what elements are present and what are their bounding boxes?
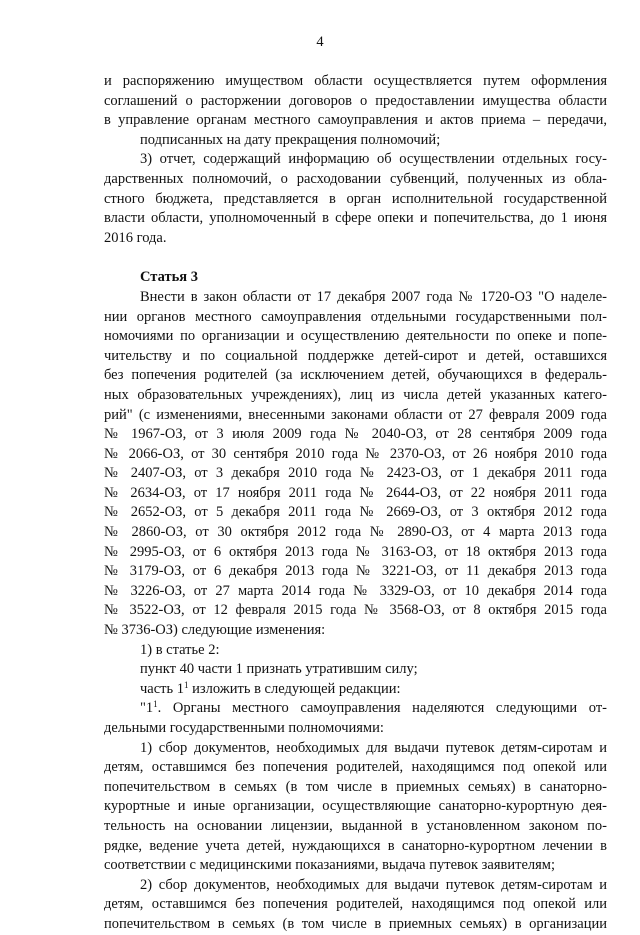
text-line: детям, оставшимся без попечения родителей, находящимся под опекой или bbox=[104, 759, 607, 776]
text-line: курортные и иные организации, осуществляющие санаторно-курортную дея- bbox=[104, 798, 607, 815]
text-line: № 2860-ОЗ, от 30 октября 2012 года № 2890-ОЗ, от 4 марта 2013 года bbox=[104, 524, 607, 541]
list-item: 1) в статье 2: bbox=[140, 641, 220, 658]
list-item bbox=[104, 680, 607, 700]
text-line: рядке, ведение учета детей, нуждающихся в санаторно-курортном лечении в bbox=[104, 837, 607, 854]
document-body bbox=[104, 72, 607, 935]
text-line: дарственных полномочий, о расходовании субвенций, полученных из обла- bbox=[104, 170, 607, 187]
text-line: № 3179-ОЗ, от 6 декабря 2013 года № 3221-ОЗ, от 11 декабря 2013 года bbox=[104, 563, 607, 580]
text-line: 2) сбор документов, необходимых для выдачи путевок детям-сиротам и bbox=[140, 876, 607, 893]
text-line: попечительством в семьях (в том числе в приемных семьях) в организации bbox=[104, 915, 607, 932]
text-line: № 3736-ОЗ) следующие изменения: bbox=[104, 622, 326, 639]
text-line: рий" (с изменениями, внесенными законами области от 27 февраля 2009 года bbox=[104, 406, 607, 423]
text-line: № 3522-ОЗ, от 12 февраля 2015 года № 3568-ОЗ, от 8 октября 2015 года bbox=[104, 602, 607, 619]
article-heading: Статья 3 bbox=[140, 269, 198, 286]
page-number: 4 bbox=[316, 34, 324, 50]
text-line: без попечения родителей (за исключением детей, обучающихся в федераль- bbox=[104, 367, 607, 384]
quote-line bbox=[104, 699, 607, 719]
text-fragment: часть 1 bbox=[140, 680, 184, 697]
text-line: Внести в закон области от 17 декабря 2007 года № 1720-ОЗ "О наделе- bbox=[140, 288, 607, 305]
quote-line: дельными государственными полномочиями: bbox=[104, 720, 384, 736]
text-line: номочиями по организации и осуществлению деятельности по опеке и попе- bbox=[104, 328, 607, 345]
text-line: стного бюджета, представляется в орган исполнительной государственной bbox=[104, 190, 607, 207]
text-line: власти области, уполномоченный в сфере опеки и попечительства, до 1 июня bbox=[104, 210, 607, 227]
text-line: № 2066-ОЗ, от 30 сентября 2010 года № 2370-ОЗ, от 26 ноября 2010 года bbox=[104, 445, 607, 462]
text-line: 1) сбор документов, необходимых для выдачи путевок детям-сиротам и bbox=[140, 739, 607, 756]
text-line: детям, оставшимся без попечения родителей, находящимся под опекой или bbox=[104, 896, 607, 913]
text-line: 2016 года. bbox=[104, 229, 167, 246]
text-line: подписанных на дату прекращения полномочий; bbox=[140, 131, 441, 148]
text-line: нии органов местного самоуправления отдельными государственными пол- bbox=[104, 308, 607, 325]
text-line: чительству и по социальной поддержке детей-сирот и детей, оставшихся bbox=[104, 347, 607, 364]
superscript: 1 bbox=[184, 679, 189, 690]
text-line: ных образовательных учреждениях), лиц из числа детей указанных катего- bbox=[104, 386, 607, 403]
text-fragment: "1 bbox=[140, 700, 154, 717]
text-line: № 2652-ОЗ, от 5 декабря 2011 года № 2669-ОЗ, от 3 октября 2012 года bbox=[104, 504, 607, 521]
text-line: № 2634-ОЗ, от 17 ноября 2011 года № 2644-ОЗ, от 22 ноября 2011 года bbox=[104, 484, 607, 501]
text-line: соглашений о расторжении договоров о предоставлении имущества области bbox=[104, 92, 607, 109]
text-line: № 2407-ОЗ, от 3 декабря 2010 года № 2423-ОЗ, от 1 декабря 2011 года bbox=[104, 465, 607, 482]
text-line: тельность на основании лицензии, выданной в установленном законом по- bbox=[104, 817, 607, 834]
text-line: № 2995-ОЗ, от 6 октября 2013 года № 3163-ОЗ, от 18 октября 2013 года bbox=[104, 543, 607, 560]
text-line: и распоряжению имуществом области осуществляется путем оформления bbox=[104, 73, 607, 89]
text-fragment: . Органы местного самоуправления наделяются следующими от- bbox=[157, 700, 607, 717]
superscript: 1 bbox=[153, 699, 158, 710]
text-line: соответствии с медицинскими показаниями, выдача путевок заявителям; bbox=[104, 857, 556, 874]
text-line: № 3226-ОЗ, от 27 марта 2014 года № 3329-ОЗ, от 10 декабря 2014 года bbox=[104, 582, 607, 599]
text-fragment: изложить в следующей редакции: bbox=[188, 680, 401, 697]
text-line: в управление органам местного самоуправления и актов приема – передачи, bbox=[104, 112, 607, 129]
text-line: попечительством в семьях (в том числе в приемных семьях) в санаторно- bbox=[104, 778, 607, 795]
list-item: пункт 40 части 1 признать утратившим силу; bbox=[140, 661, 418, 678]
text-line: 3) отчет, содержащий информацию об осуществлении отдельных госу- bbox=[140, 151, 607, 168]
text-line: № 1967-ОЗ, от 3 июля 2009 года № 2040-ОЗ, от 28 сентября 2009 года bbox=[104, 426, 607, 443]
